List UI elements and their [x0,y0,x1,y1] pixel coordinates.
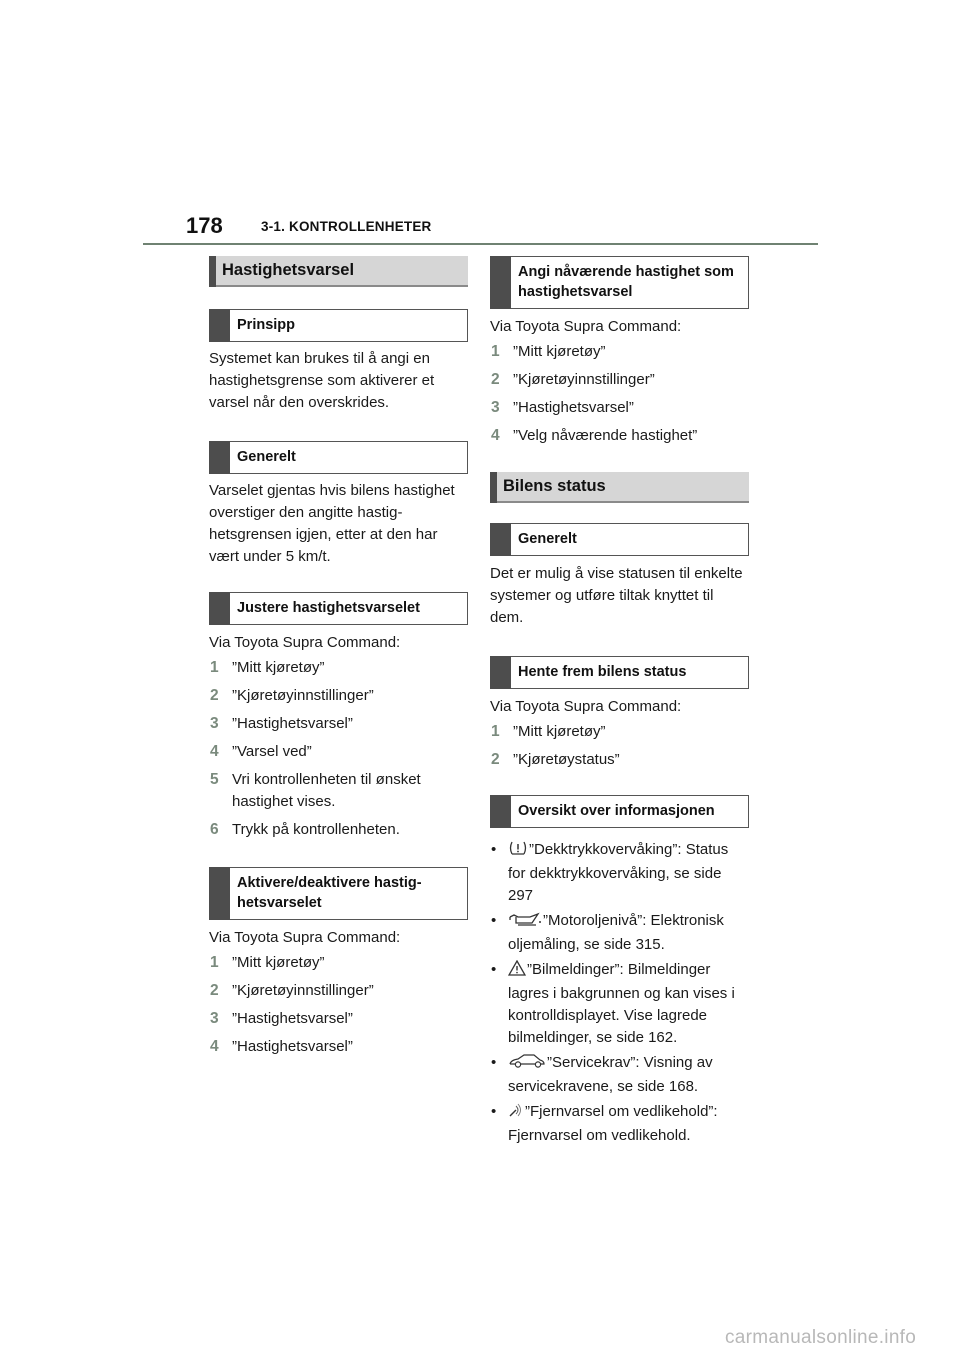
list-item: 4 ”Varsel ved” [210,743,312,760]
list-item: 2 ”Kjøretøyinnstillinger” [210,687,374,704]
overview-list [490,839,749,1147]
general-heading-left: Generelt [209,441,468,474]
remote-maintenance-icon [508,1102,524,1125]
oil-level-icon [508,911,542,934]
list-item: 2 ”Kjøretøyinnstillinger” [210,982,374,999]
list-item: 1 ”Mitt kjøretøy” [210,659,325,676]
general-text-right: Det er mulig å vise statusen til enkelte systemer og utføre tiltak knyttet til dem. [490,565,743,626]
list-item: • ”Motoroljenivå”: Elektronisk oljemåling, se side 315. [491,912,724,953]
speed-warning-heading: Hastighetsvarsel [209,256,468,287]
list-item: • ”Servicekrav”: Visning av servicekravene, se side 168. [491,1054,713,1095]
section-title: 3-1. KONTROLLENHETER [261,219,432,234]
activate-intro: Via Toyota Supra Command: [209,929,401,946]
adjust-steps [209,657,468,841]
list-item: 1 ”Mitt kjøretøy” [491,343,606,360]
list-item: 3 ”Hastighetsvarsel” [491,399,634,416]
tire-pressure-icon [508,840,528,863]
list-item: 2 ”Kjøretøystatus” [491,751,620,768]
current-speed-heading: Angi nåværende hastighet som hastighetsvarsel [490,256,749,309]
car-service-icon [508,1053,546,1076]
list-item: 5 Vri kontrollenheten til ønsket hastighet vises. [210,771,421,810]
list-item: 3 ”Hastighetsvarsel” [210,1010,353,1027]
principle-text: Systemet kan brukes til å angi en hastighetsgrense som aktiverer et varsel når den overskrides. [209,350,435,411]
overview-heading: Oversikt over informasjonen [490,795,749,828]
retrieve-steps [490,721,749,771]
vehicle-status-heading: Bilens status [490,472,749,503]
current-steps [490,341,749,447]
list-item: • ”Fjernvarsel om vedlikehold”: Fjernvarsel om vedlikehold. [491,1103,718,1144]
list-item: • ”Dekktrykkovervåking”: Status for dekktrykkovervåking, se side 297 [491,841,729,904]
list-item: 4 ”Hastighetsvarsel” [210,1038,353,1055]
left-column [209,256,468,1064]
adjust-heading: Justere hastighetsvarselet [209,592,468,625]
list-item: 6 Trykk på kontrollenheten. [210,821,400,838]
adjust-intro: Via Toyota Supra Command: [209,634,401,651]
general-heading-right: Generelt [490,523,749,556]
list-item: 1 ”Mitt kjøretøy” [491,723,606,740]
page-number: 178 [186,213,223,238]
list-item: 4 ”Velg nåværende hastighet” [491,427,698,444]
principle-heading: Prinsipp [209,309,468,342]
retrieve-heading: Hente frem bilens status [490,656,749,689]
activate-steps [209,952,468,1058]
activate-heading: Aktivere/deaktivere hastighetsvarselet [209,867,468,920]
warning-triangle-icon [508,960,526,983]
header-rule [143,243,818,245]
right-column [490,256,749,1150]
retrieve-intro: Via Toyota Supra Command: [490,698,682,715]
list-item: 2 ”Kjøretøyinnstillinger” [491,371,655,388]
general-text-left: Varselet gjentas hvis bilens hastighet overstiger den angitte hastighetsgrensen igjen, etter at den har vært under 5 km/t. [209,482,455,565]
list-item: 3 ”Hastighetsvarsel” [210,715,353,732]
watermark: carmanualsonline.info [725,1327,917,1348]
current-intro: Via Toyota Supra Command: [490,318,682,335]
list-item: • ”Bilmeldinger”: Bilmeldinger lagres i bakgrunnen og kan vises i kontrolldisplayet. Vise lagrede bilmeldinger, se side 162. [491,961,735,1046]
list-item: 1 ”Mitt kjøretøy” [210,954,325,971]
